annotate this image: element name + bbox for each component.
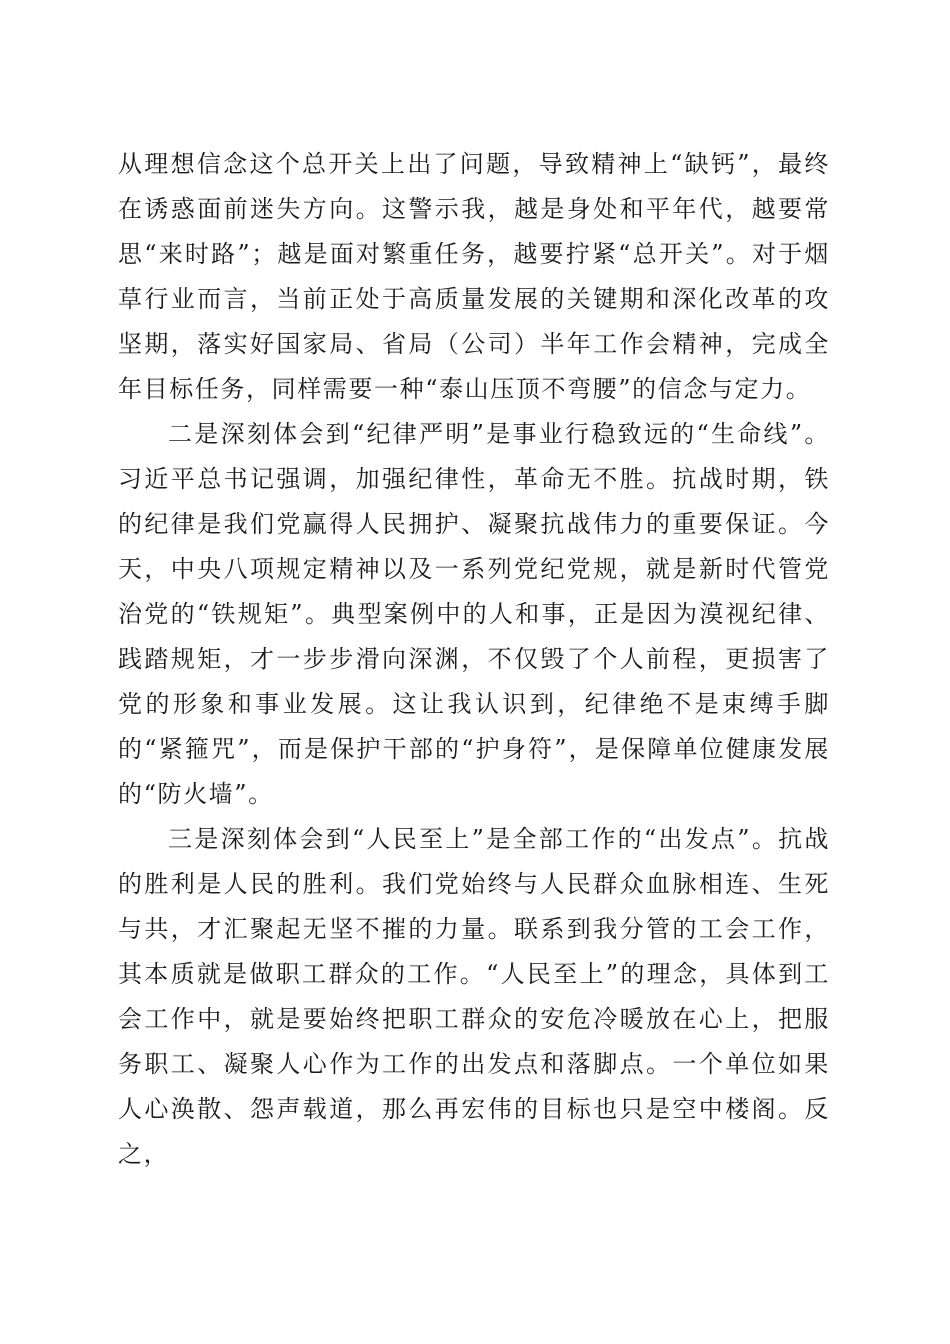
document-body xyxy=(118,142,830,1177)
paragraph-discipline: 二是深刻体会到“纪律严明”是事业行稳致远的“生命线”。习近平总书记强调，加强纪律性，革命无不胜。抗战时期，铁的纪律是我们党赢得人民拥护、凝聚抗战伟力的重要保证。今天，中央八项规定精神以及一系列党纪党规，就是新时代管党治党的“铁规矩”。典型案例中的人和事，正是因为漠视纪律、践踏规矩，才一步步滑向深渊，不仅毁了个人前程，更损害了党的形象和事业发展。这让我认识到，纪律绝不是束缚手脚的“紧箍咒”，而是保护干部的“护身符”，是保障单位健康发展的“防火墙”。 xyxy=(118,420,830,808)
paragraph-ideal-belief: 从理想信念这个总开关上出了问题，导致精神上“缺钙”，最终在诱惑面前迷失方向。这警示我，越是身处和平年代，越要常思“来时路”；越是面对繁重任务，越要拧紧“总开关”。对于烟草行业而言，当前正处于高质量发展的关键期和深化改革的攻坚期，落实好国家局、省局（公司）半年工作会精神，完成全年目标任务，同样需要一种“泰山压顶不弯腰”的信念与定力。 xyxy=(118,150,830,403)
paragraph-people-first: 三是深刻体会到“人民至上”是全部工作的“出发点”。抗战的胜利是人民的胜利。我们党始终与人民群众血脉相连、生死与共，才汇聚起无坚不摧的力量。联系到我分管的工会工作，其本质就是做职工群众的工作。“人民至上”的理念，具体到工会工作中，就是要始终把职工群众的安危冷暖放在心上，把服务职工、凝聚人心作为工作的出发点和落脚点。一个单位如果人心涣散、怨声载道，那么再宏伟的目标也只是空中楼阁。反之， xyxy=(118,825,830,1168)
